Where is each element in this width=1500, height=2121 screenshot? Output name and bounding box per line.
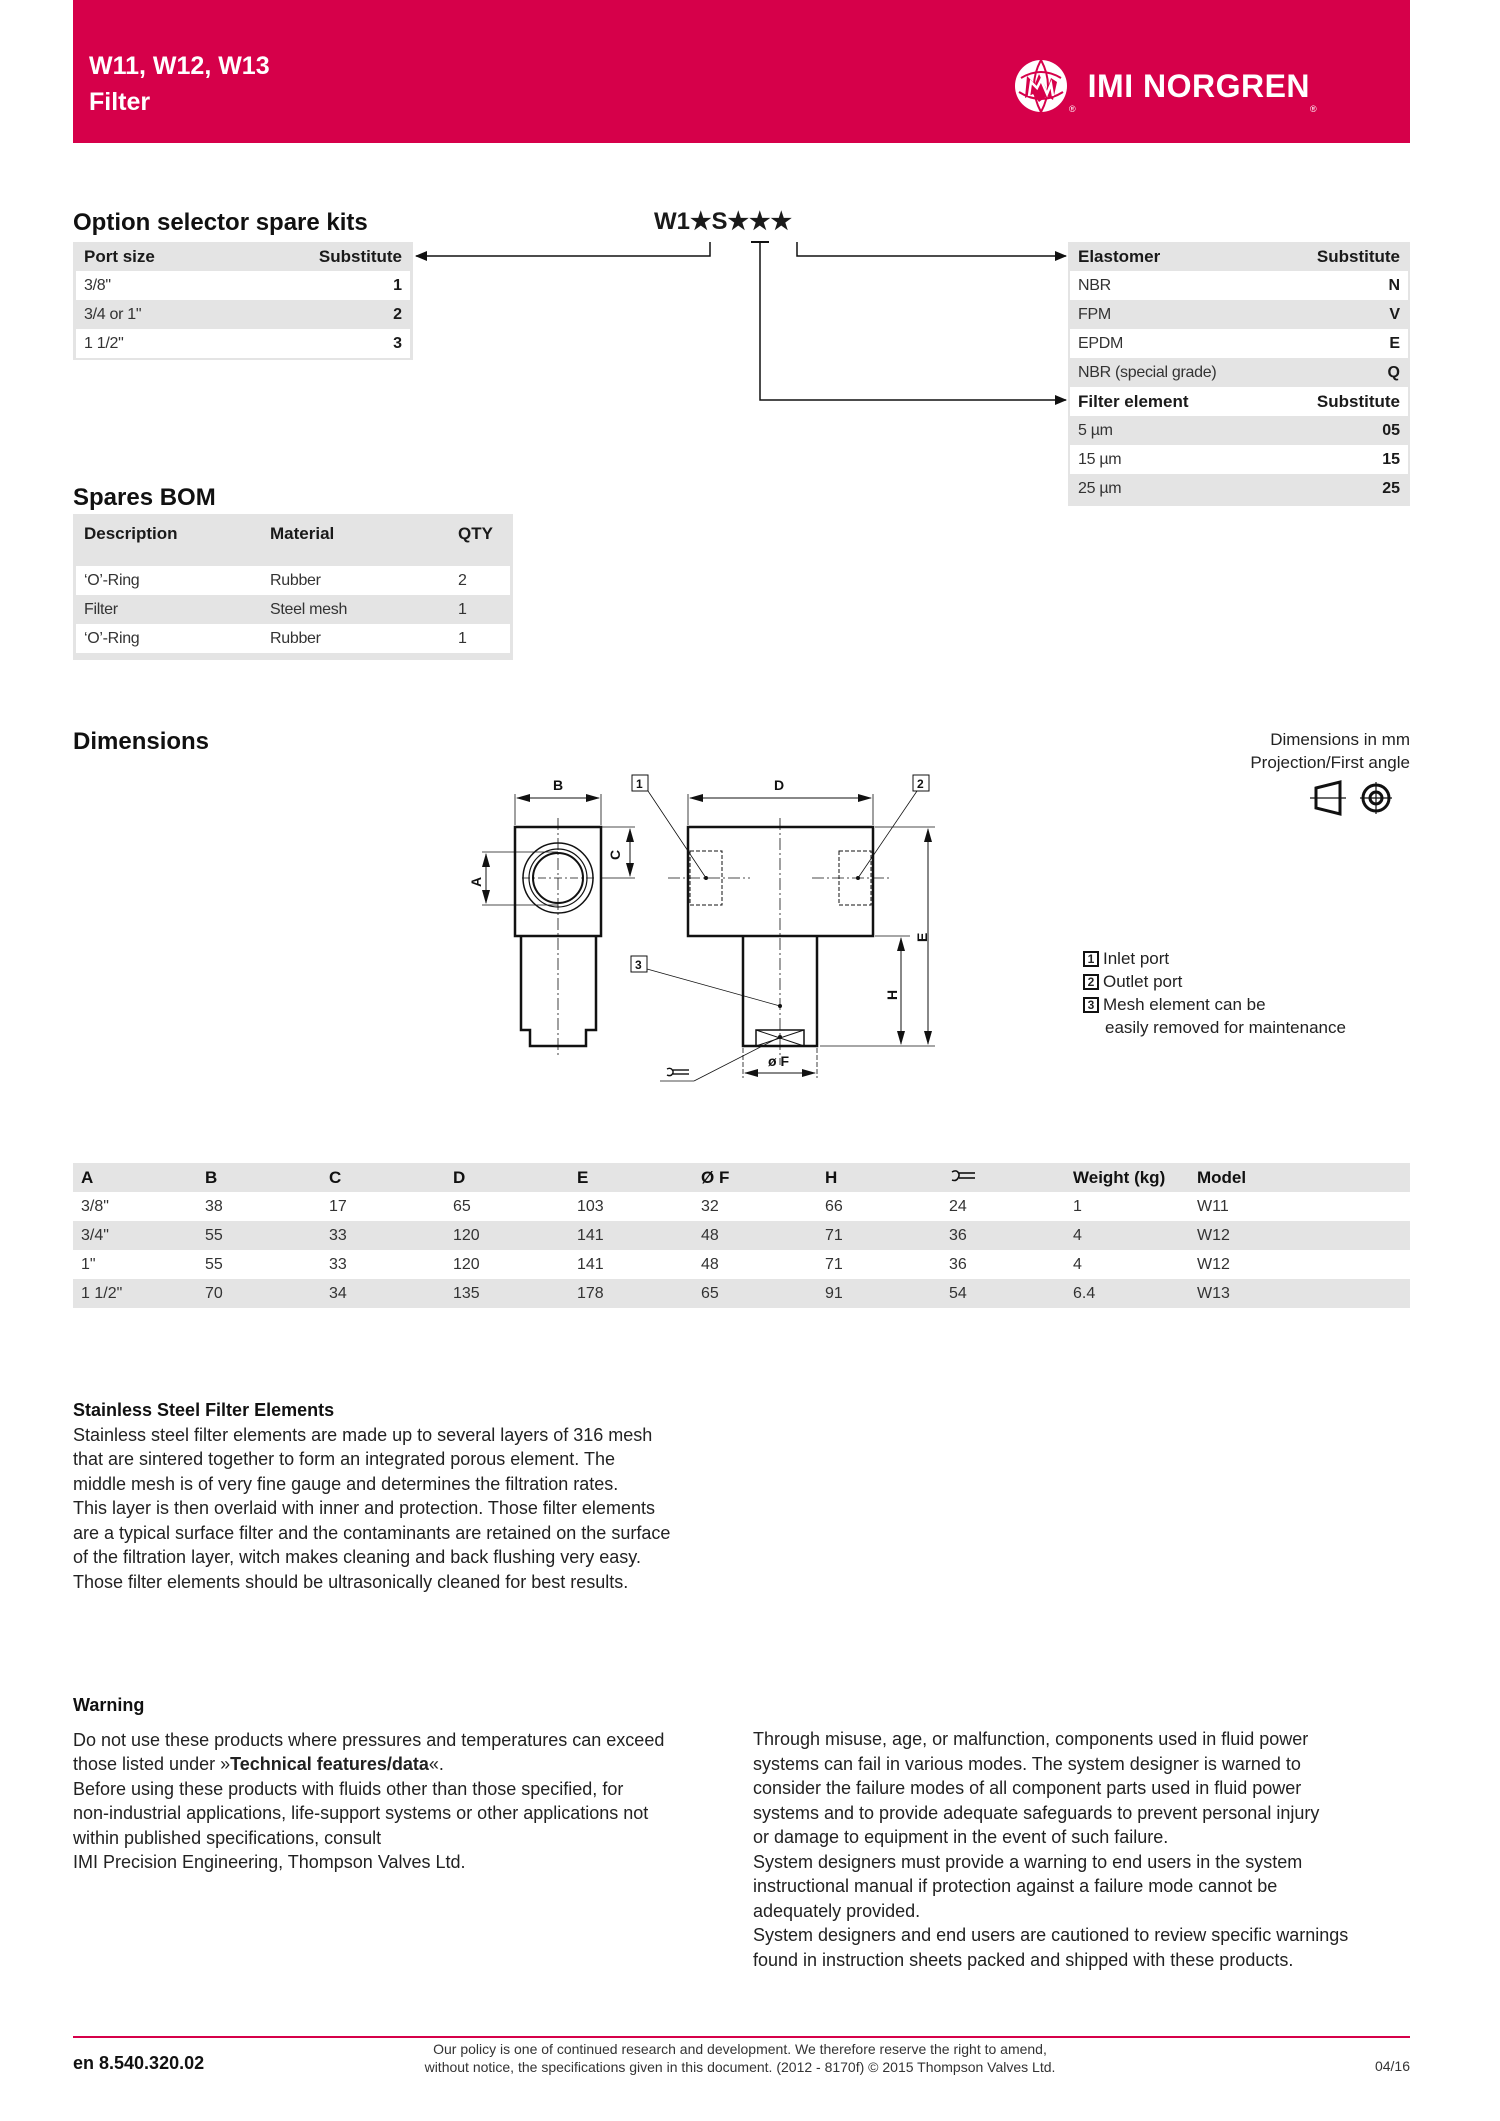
table-header-row <box>76 242 410 271</box>
cell: 91 <box>825 1284 843 1302</box>
callout-1: 1 <box>636 777 643 791</box>
port-size-cell: 3/4 or 1" <box>84 305 142 323</box>
cell: W12 <box>1197 1226 1230 1244</box>
cell: 141 <box>577 1255 604 1273</box>
product-models: W11, W12, W13 <box>89 52 270 80</box>
cell: 6.4 <box>1073 1284 1096 1302</box>
stainless-title: Stainless Steel Filter Elements <box>73 1400 335 1420</box>
cell: 65 <box>453 1197 471 1215</box>
order-code: W1★S★★★ <box>654 208 793 235</box>
legend-number: 3 <box>1083 997 1099 1013</box>
port-size-table <box>76 242 410 358</box>
warning-title: Warning <box>73 1695 145 1715</box>
table-row <box>1070 300 1408 329</box>
registered-mark: ® <box>1069 104 1076 114</box>
footer-rule <box>73 2036 1410 2038</box>
description-cell: Filter <box>84 600 118 618</box>
technical-drawing <box>460 770 960 1110</box>
legend-item <box>1083 993 1346 1016</box>
qty-cell: 2 <box>458 571 467 589</box>
substitute-cell: Q <box>1387 363 1400 381</box>
table-row <box>76 300 410 329</box>
cell: 120 <box>453 1255 480 1273</box>
table-header-row <box>76 514 510 566</box>
substitute-cell: V <box>1389 305 1400 323</box>
elastomer-connector <box>797 242 1066 256</box>
callout-3: 3 <box>635 958 642 972</box>
table-row <box>1070 445 1408 474</box>
product-type: Filter <box>89 88 151 116</box>
table-header-row <box>73 1163 1410 1192</box>
table-row <box>73 1279 1410 1308</box>
header-f: Ø F <box>701 1167 730 1187</box>
header-model: Model <box>1197 1167 1247 1187</box>
cell: 71 <box>825 1226 843 1244</box>
projection-note: Projection/First angle <box>1250 753 1410 772</box>
dimensions-note <box>1250 728 1410 774</box>
cell: 65 <box>701 1284 719 1302</box>
cell: 3/8" <box>81 1197 109 1215</box>
description-cell: ‘O’-Ring <box>84 629 140 647</box>
header-a: A <box>81 1167 94 1187</box>
cell: 71 <box>825 1255 843 1273</box>
cell: 55 <box>205 1255 223 1273</box>
legend-text: Mesh element can be <box>1103 995 1266 1014</box>
material-cell: Steel mesh <box>270 600 348 618</box>
header-substitute: Substitute <box>1316 246 1400 266</box>
cell: 36 <box>949 1255 967 1273</box>
legend-item <box>1083 970 1346 993</box>
cell: 4 <box>1073 1226 1082 1244</box>
spares-bom-table <box>76 514 510 653</box>
header-e: E <box>577 1167 589 1187</box>
table-header-row <box>1070 387 1408 416</box>
legend-text: Inlet port <box>1103 949 1170 968</box>
table-row <box>1070 474 1408 503</box>
filter-element-cell: 25 µm <box>1078 479 1122 497</box>
table-row <box>76 595 510 624</box>
logo-text: IMI NORGREN <box>1087 67 1311 104</box>
qty-cell: 1 <box>458 600 467 618</box>
header-h: H <box>825 1167 838 1187</box>
imi-norgren-logo <box>1013 56 1317 116</box>
elastomer-cell: NBR (special grade) <box>1078 363 1217 381</box>
table-header-row <box>1070 242 1408 271</box>
header-c: C <box>329 1167 342 1187</box>
cell: 3/4" <box>81 1226 109 1244</box>
elastomer-cell: EPDM <box>1078 334 1124 352</box>
policy-line-2: without notice, the specifications given in this document. (2012 - 8170f) © 2015 Thompson Valves Ltd. <box>424 2059 1056 2075</box>
cell: 1 1/2" <box>81 1284 123 1302</box>
elastomer-cell: FPM <box>1078 305 1111 323</box>
header-wrench <box>941 1163 1065 1192</box>
footer-policy <box>350 2040 1130 2076</box>
cell: 55 <box>205 1226 223 1244</box>
dimensions-table <box>73 1163 1410 1308</box>
option-selector-title: Option selector spare kits <box>73 209 368 236</box>
dim-label-d: D <box>774 777 785 793</box>
table-row <box>73 1221 1410 1250</box>
substitute-cell: N <box>1388 276 1400 294</box>
wrench-icon <box>667 1068 689 1075</box>
elastomer-table <box>1070 242 1408 503</box>
callout-2: 2 <box>917 777 924 791</box>
material-cell: Rubber <box>270 571 321 589</box>
qty-cell: 1 <box>458 629 467 647</box>
first-angle-projection-icon <box>1300 780 1410 816</box>
spares-bom-title: Spares BOM <box>73 484 216 511</box>
registered-mark: ® <box>1310 104 1317 114</box>
cell: 24 <box>949 1197 967 1215</box>
dim-label-e: E <box>914 932 930 942</box>
dim-label-a: A <box>468 876 484 887</box>
port-size-cell: 3/8" <box>84 276 111 294</box>
dimensions-title: Dimensions <box>73 728 210 755</box>
port-size-cell: 1 1/2" <box>84 334 124 352</box>
filter-element-connector <box>760 242 1066 400</box>
cell: 33 <box>329 1226 347 1244</box>
document-code: en 8.540.320.02 <box>73 2053 205 2073</box>
table-row <box>73 1250 1410 1279</box>
dim-label-c: C <box>607 849 623 860</box>
table-row <box>1070 416 1408 445</box>
table-row <box>73 1192 1410 1221</box>
table-row <box>76 329 410 358</box>
substitute-cell: 1 <box>393 276 402 294</box>
elastomer-cell: NBR <box>1078 276 1111 294</box>
cell: 178 <box>577 1284 604 1302</box>
cell: 17 <box>329 1197 347 1215</box>
substitute-cell: 25 <box>1382 479 1400 497</box>
dim-label-h: H <box>884 989 900 1000</box>
table-row <box>76 624 510 653</box>
legend-number: 1 <box>1083 951 1099 967</box>
cell: 32 <box>701 1197 719 1215</box>
cell: 54 <box>949 1284 967 1302</box>
header-weight: Weight (kg) <box>1073 1167 1166 1187</box>
legend-text-continuation: easily removed for maintenance <box>1105 1018 1346 1037</box>
cell: W11 <box>1197 1197 1229 1215</box>
legend-item <box>1083 947 1346 970</box>
filter-element-cell: 15 µm <box>1078 450 1122 468</box>
cell: 38 <box>205 1197 223 1215</box>
header-material: Material <box>270 524 335 543</box>
cell: 141 <box>577 1226 604 1244</box>
cell: 36 <box>949 1226 967 1244</box>
material-cell: Rubber <box>270 629 321 647</box>
cell: 48 <box>701 1255 719 1273</box>
side-view <box>482 794 635 1055</box>
dim-label-f: ø F <box>768 1053 789 1069</box>
header-b: B <box>205 1167 218 1187</box>
warning-left-post: «. Before using these products with fluids other than those specified, for non-industrial applications, life-support systems or other applications not within published specifications, consult IMI Precision Engineering, Thompson Valves Ltd. <box>73 1754 649 1872</box>
table-row <box>1070 358 1408 387</box>
dim-label-b: B <box>553 777 564 793</box>
port-size-connector <box>416 242 710 256</box>
header-d: D <box>453 1167 466 1187</box>
substitute-cell: 15 <box>1382 450 1400 468</box>
legend-number: 2 <box>1083 974 1099 990</box>
cell: 135 <box>453 1284 480 1302</box>
header-qty: QTY <box>458 524 493 543</box>
stainless-body: Stainless steel filter elements are made up to several layers of 316 mesh that are sintered together to form an integrated porous element. The middle mesh is of very fine gauge and determines the filtration rates. This layer is then overlaid with inner and protection. Those filter elements are a typical surface filter and the contaminants are retained on the surface of the filtration layer, witch makes cleaning and back flushing very easy. Those filter elements should be ultrasonically cleaned for best results. <box>73 1424 671 1592</box>
stainless-section <box>73 1398 753 1594</box>
warning-section <box>73 1693 743 1875</box>
cell: W12 <box>1197 1255 1230 1273</box>
cell: 1 <box>1073 1197 1082 1215</box>
wrench-icon <box>949 1169 977 1183</box>
substitute-cell: 2 <box>393 305 402 323</box>
table-row <box>1070 271 1408 300</box>
cell: 34 <box>329 1284 347 1302</box>
technical-features-link-text: Technical features/data <box>230 1754 429 1774</box>
policy-line-1: Our policy is one of continued research and development. We therefore reserve the right to amend, <box>433 2041 1047 2057</box>
header-substitute: Substitute <box>1316 391 1400 411</box>
units-note: Dimensions in mm <box>1270 730 1410 749</box>
header-description: Description <box>84 524 178 543</box>
header-port-size: Port size <box>84 246 155 266</box>
header-elastomer: Elastomer <box>1078 246 1161 266</box>
cell: 120 <box>453 1226 480 1244</box>
cell: W13 <box>1197 1284 1230 1302</box>
header-band <box>73 0 1410 143</box>
filter-element-cell: 5 µm <box>1078 421 1113 439</box>
front-view <box>631 775 935 1081</box>
header-substitute: Substitute <box>318 246 402 266</box>
substitute-cell: E <box>1389 334 1400 352</box>
substitute-cell: 3 <box>393 334 402 352</box>
cell: 48 <box>701 1226 719 1244</box>
description-cell: ‘O’-Ring <box>84 571 140 589</box>
table-row <box>76 271 410 300</box>
warning-right-text: Through misuse, age, or malfunction, components used in fluid power systems can fail in various modes. The system designer is warned to consider the failure modes of all component parts used in fluid power systems and to provide adequate safeguards to prevent personal injury or damage to equipment in the event of such failure. System designers must provide a warning to end users in the system instructional manual if protection against a failure mode cannot be adequately provided. System designers and end users are cautioned to review specific warnings found in instruction sheets packed and shipped with these products. <box>753 1729 1349 1970</box>
warning-right-section <box>753 1727 1433 1972</box>
header-filter-element: Filter element <box>1078 391 1189 411</box>
drawing-legend <box>1083 947 1346 1039</box>
cell: 1" <box>81 1255 96 1273</box>
legend-text: Outlet port <box>1103 972 1183 991</box>
document-date: 04/16 <box>1374 2058 1410 2074</box>
cell: 103 <box>577 1197 604 1215</box>
table-row <box>1070 329 1408 358</box>
cell: 33 <box>329 1255 347 1273</box>
warning-left-pre: Do not use these products where pressures and temperatures can exceed those listed under » <box>73 1729 665 1774</box>
cell: 70 <box>205 1284 223 1302</box>
warning-left-text <box>73 1728 743 1875</box>
table-row <box>76 566 510 595</box>
cell: 4 <box>1073 1255 1082 1273</box>
substitute-cell: 05 <box>1382 421 1400 439</box>
cell: 66 <box>825 1197 843 1215</box>
globe-logo-icon <box>1013 56 1069 116</box>
